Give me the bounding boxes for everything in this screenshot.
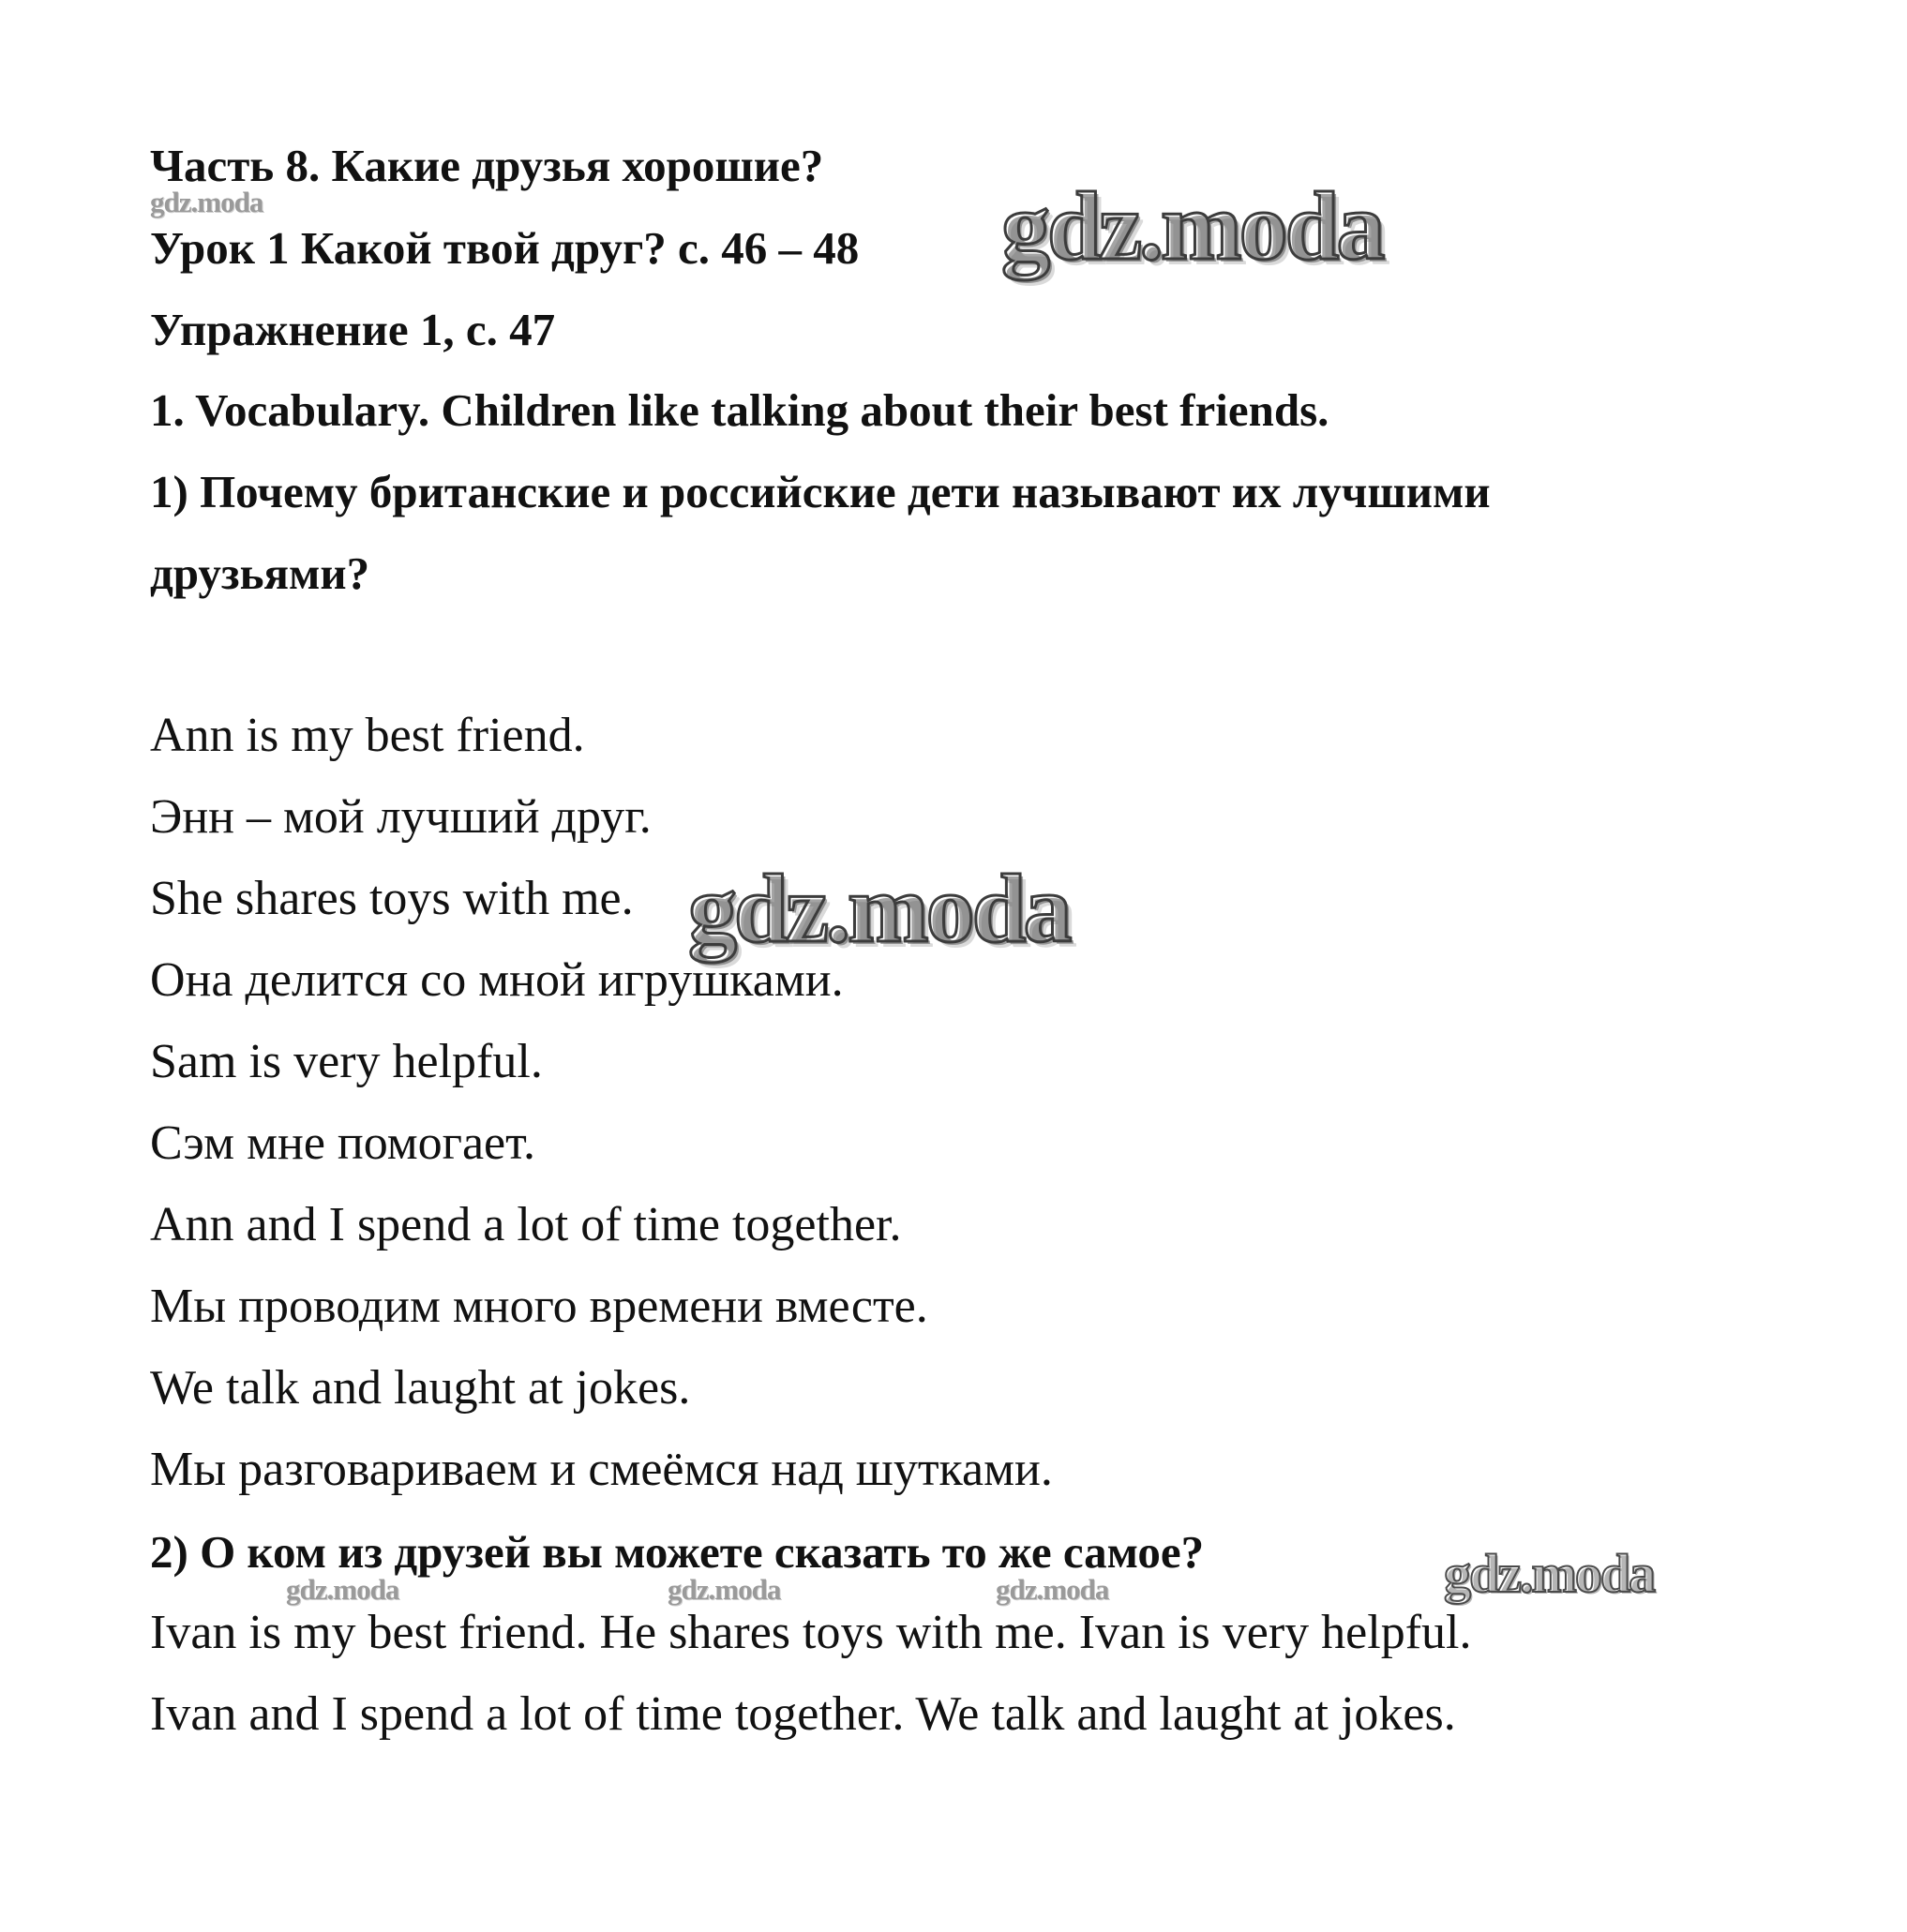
text-line: Мы разговариваем и смеёмся над шутками. xyxy=(150,1443,1053,1496)
question-1-line-2: друзьями? xyxy=(150,547,370,599)
text-line: Энн – мой лучший друг. xyxy=(150,790,652,844)
text-line: We talk and laught at jokes. xyxy=(150,1361,691,1415)
text-line: Мы проводим много времени вместе. xyxy=(150,1280,928,1333)
text-line: Она делится со мной игрушками. xyxy=(150,953,844,1007)
text-line: Сэм мне помогает. xyxy=(150,1116,535,1170)
text-line: Ann is my best friend. xyxy=(150,709,585,762)
watermark: gdz.moda xyxy=(996,1573,1109,1606)
question-1-line-1: 1) Почему британские и российские дети называют их лучшими xyxy=(150,466,1491,517)
watermark: gdz.moda xyxy=(688,855,1070,963)
watermark: gdz.moda xyxy=(1001,172,1383,280)
answer-line-2: Ivan and I spend a lot of time together. We talk and laught at jokes. xyxy=(150,1687,1456,1741)
text-line: Ann and I spend a lot of time together. xyxy=(150,1198,902,1251)
watermark: gdz.moda xyxy=(286,1573,399,1606)
lesson-heading: Урок 1 Какой твой друг? с. 46 – 48 xyxy=(150,222,860,274)
part-heading: Часть 8. Какие друзья хорошие? xyxy=(150,140,824,191)
task-title: 1. Vocabulary. Children like talking about their best friends. xyxy=(150,384,1329,436)
watermark: gdz.moda xyxy=(150,186,263,218)
watermark: gdz.moda xyxy=(1444,1543,1655,1604)
text-line: Sam is very helpful. xyxy=(150,1035,543,1088)
question-2: 2) О ком из друзей вы можете сказать то же самое? xyxy=(150,1526,1205,1578)
answer-line-1: Ivan is my best friend. He shares toys with me. Ivan is very helpful. xyxy=(150,1606,1472,1659)
text-line: She shares toys with me. xyxy=(150,872,634,925)
exercise-heading: Упражнение 1, с. 47 xyxy=(150,304,556,355)
watermark: gdz.moda xyxy=(668,1573,781,1606)
